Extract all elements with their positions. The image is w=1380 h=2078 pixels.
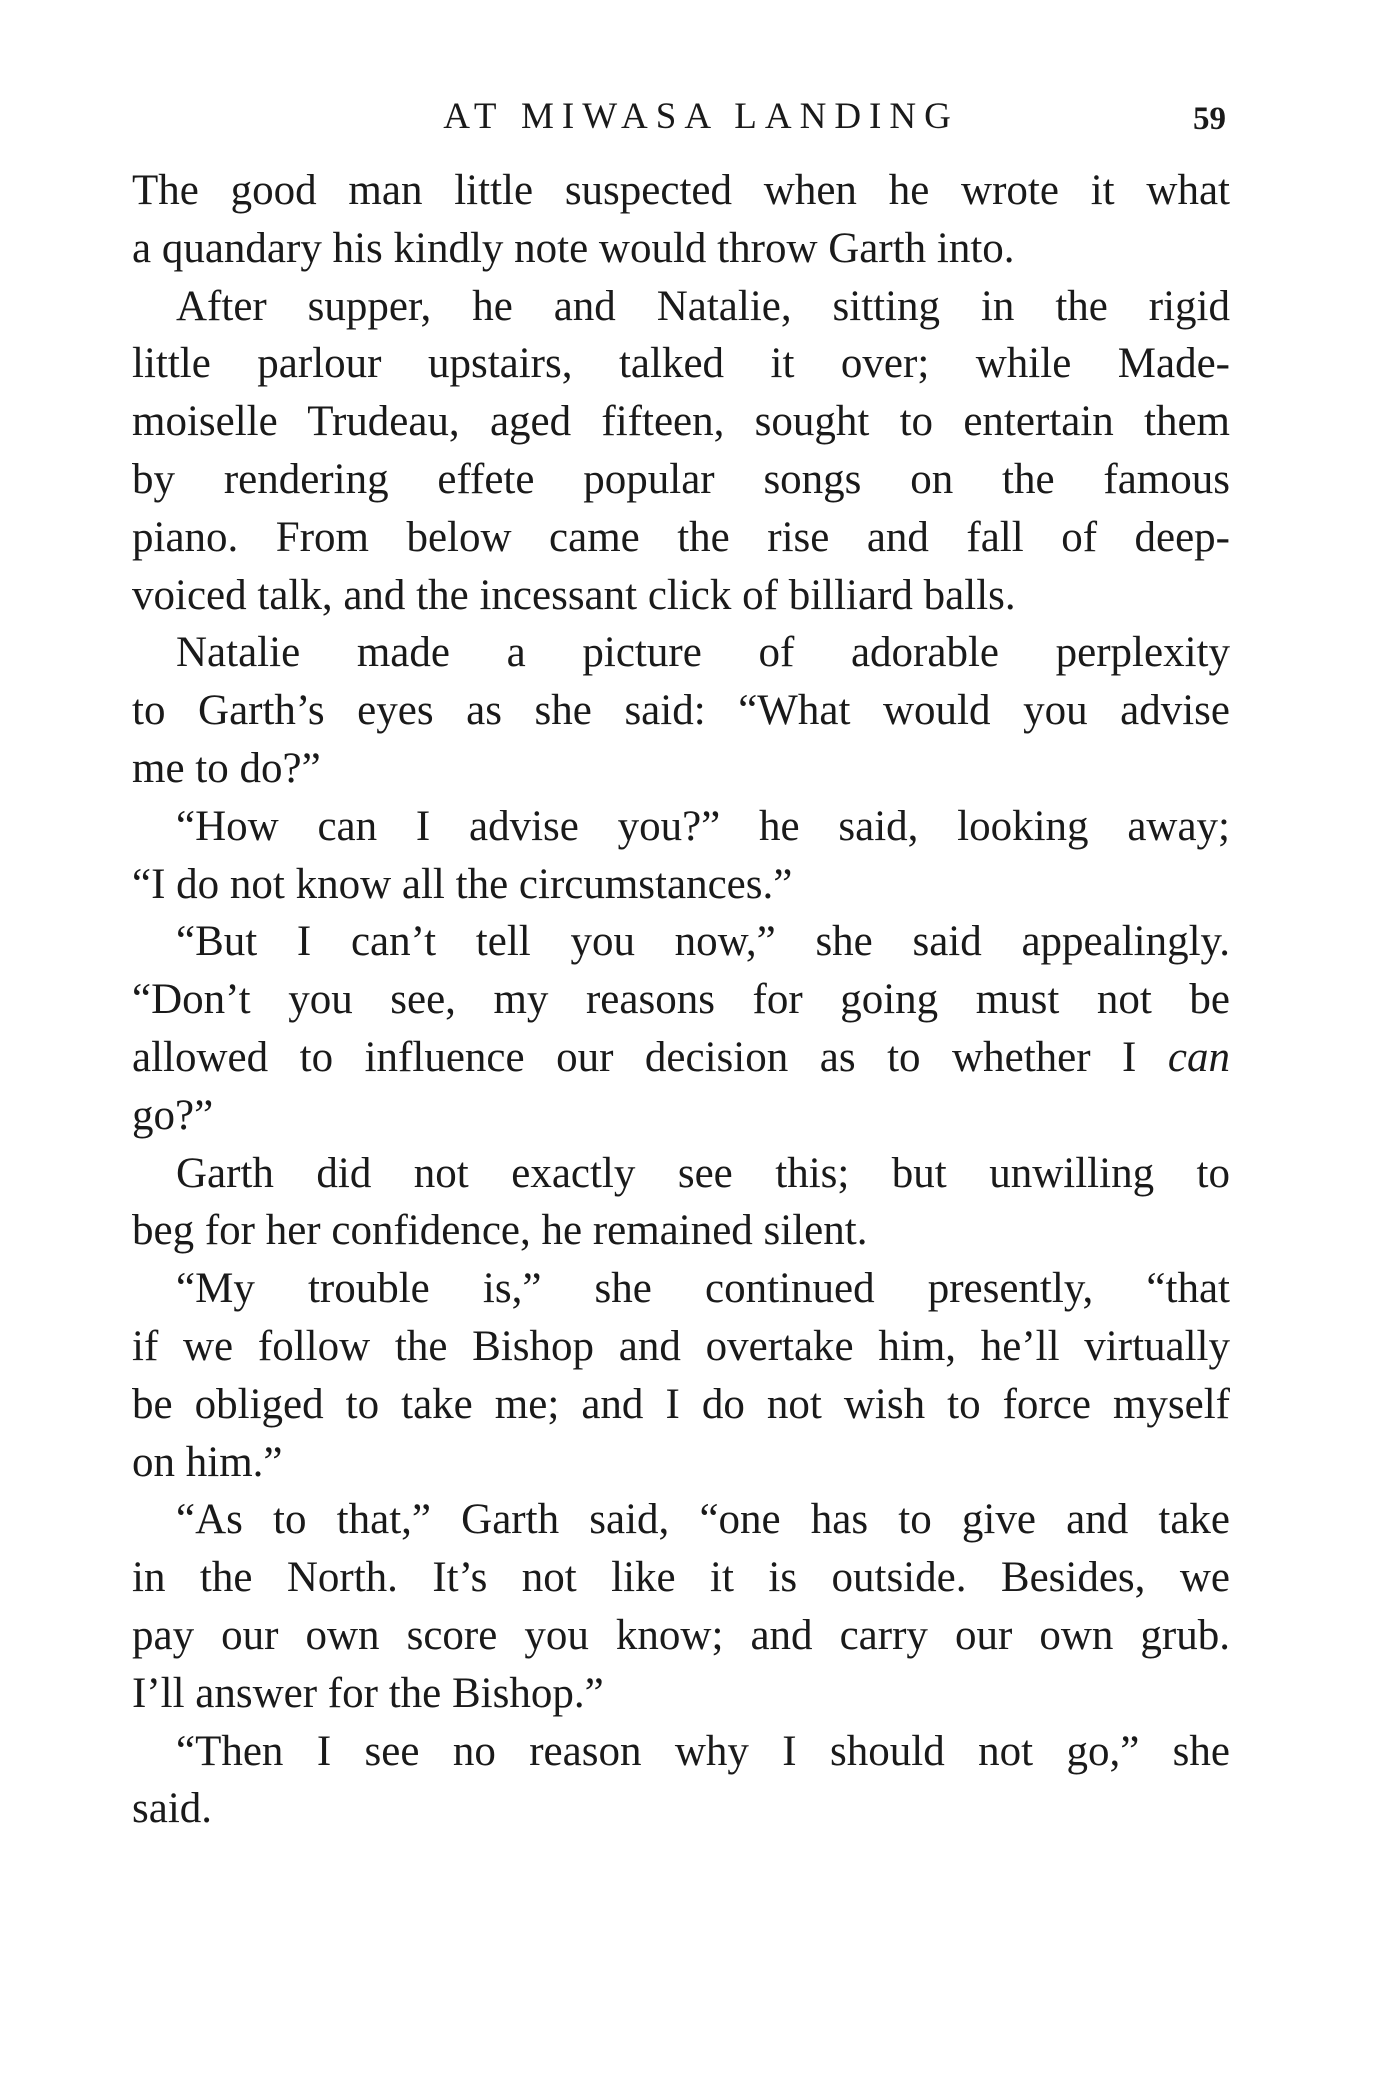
text-line: “I do not know all the circumstances.” xyxy=(132,860,793,908)
paragraph xyxy=(132,1260,1230,1491)
text-line: voiced talk, and the incessant click of billiard balls. xyxy=(132,571,1016,619)
paragraph xyxy=(132,1145,1230,1261)
text-line: “My trouble is,” she continued presently, “that xyxy=(176,1265,1230,1313)
text-line: The good man little suspected when he wrote it what xyxy=(132,167,1230,214)
text-line: I’ll answer for the Bishop.” xyxy=(132,1669,604,1717)
text-line: moiselle Trudeau, aged fifteen, sought to entertain them xyxy=(132,398,1230,446)
text-line: pay our own score you know; and carry our own grub. xyxy=(132,1611,1230,1659)
text-line: in the North. It’s not like it is outside. Besides, we xyxy=(132,1554,1230,1602)
paragraph xyxy=(132,162,1230,278)
text-line: “Don’t you see, my reasons for going must not be xyxy=(132,976,1230,1024)
text-line: be obliged to take me; and I do not wish to force myself xyxy=(132,1380,1230,1428)
text-line: me to do?” xyxy=(132,744,321,792)
text-line: if we follow the Bishop and overtake him, he’ll virtually xyxy=(132,1322,1230,1370)
text-line: piano. From below came the rise and fall of deep- xyxy=(132,513,1230,561)
running-header xyxy=(176,92,1226,142)
text-line: Natalie made a picture of adorable perplexity xyxy=(176,629,1230,677)
paragraph xyxy=(132,624,1230,797)
text-line: by rendering effete popular songs on the famous xyxy=(132,455,1230,503)
paragraph xyxy=(132,1491,1230,1722)
emphasis: can xyxy=(1167,1033,1230,1081)
text-line: “But I can’t tell you now,” she said appealingly. xyxy=(176,918,1230,966)
page-number: 59 xyxy=(1193,101,1226,137)
text-line: “How can I advise you?” he said, looking away; xyxy=(176,802,1230,850)
paragraph xyxy=(132,798,1230,914)
text-line: to Garth’s eyes as she said: “What would you advise xyxy=(132,687,1230,735)
paragraph xyxy=(132,278,1230,625)
text-line: “As to that,” Garth said, “one has to give and take xyxy=(176,1496,1230,1544)
text-line: little parlour upstairs, talked it over; while Made- xyxy=(132,340,1230,388)
text-line: allowed to influence our decision as to whether I can xyxy=(132,1033,1230,1081)
paragraph xyxy=(132,1723,1230,1839)
text-line: a quandary his kindly note would throw Garth into. xyxy=(132,224,1015,272)
text-line: go?” xyxy=(132,1091,214,1139)
body-text xyxy=(132,162,1230,1838)
paragraph xyxy=(132,913,1230,1144)
text-line: said. xyxy=(132,1785,213,1833)
text-line: on him.” xyxy=(132,1438,283,1486)
text-line: “Then I see no reason why I should not go,” she xyxy=(176,1727,1230,1775)
text-line: beg for her confidence, he remained silent. xyxy=(132,1207,868,1255)
text-line: After supper, he and Natalie, sitting in the rigid xyxy=(176,282,1230,330)
text-line: Garth did not exactly see this; but unwilling to xyxy=(176,1149,1230,1197)
running-title: AT MIWASA LANDING xyxy=(443,96,959,137)
